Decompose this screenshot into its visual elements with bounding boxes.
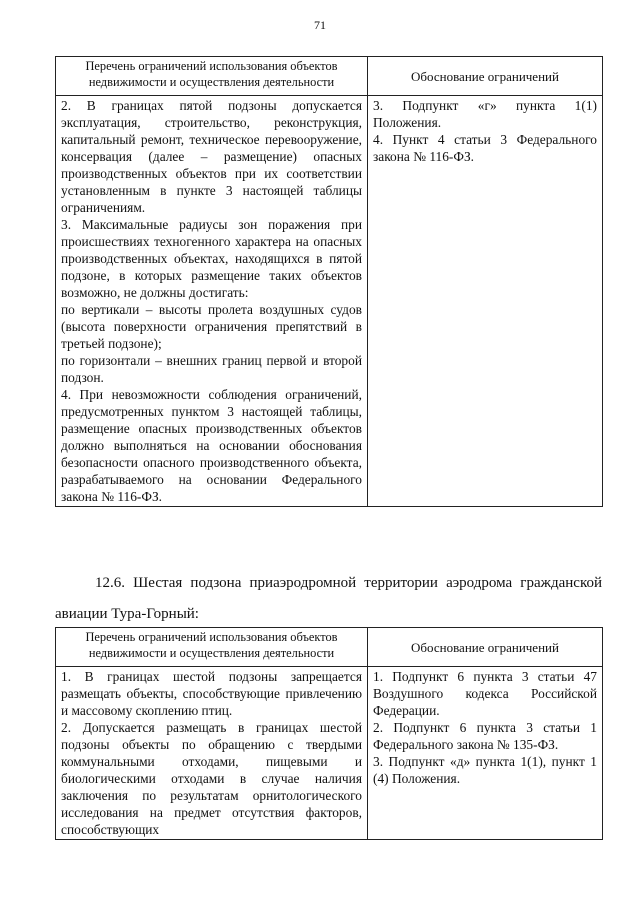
restriction-vertical: по вертикали – высоты пролета воздушных судов (высота поверхности ограничения препятствий в третьей подзоне); xyxy=(61,302,362,351)
section-heading: 12.6. Шестая подзона приаэродромной территории аэродрома гражданской авиации Тура-Горный: xyxy=(55,575,602,622)
restriction-item-2: 2. В границах пятой подзоны допускается эксплуатация, строительство, реконструкция, капитальный ремонт, техническое перевооружение, консервация (далее – размещение) опасных производственных объектов при их соответствии установленным в пункте 3 настоящей таблицы ограничениям. xyxy=(61,98,362,215)
table-header-row xyxy=(56,628,603,667)
header-restrictions-list: Перечень ограничений использования объектов недвижимости и осуществления деятельности xyxy=(56,628,368,667)
restriction-horizontal: по горизонтали – внешних границ первой и второй подзон. xyxy=(61,353,362,385)
restrictions-cell xyxy=(56,96,368,507)
justification-item-3: 3. Подпункт «д» пункта 1(1), пункт 1 (4) Положения. xyxy=(373,754,597,786)
restrictions-cell xyxy=(56,667,368,840)
restriction-item-3: 3. Максимальные радиусы зон поражения при происшествиях техногенного характера на опасных производственных объектах, находящихся в пятой подзоне, в которых размещение таких объектов возможно, не должны достигать: xyxy=(61,217,362,300)
justification-item-3: 3. Подпункт «г» пункта 1(1) Положения. xyxy=(373,98,597,130)
justification-cell xyxy=(368,96,603,507)
table-header-row xyxy=(56,57,603,96)
header-justification: Обоснование ограничений xyxy=(368,57,603,96)
restriction-item-1: 1. В границах шестой подзоны запрещается размещать объекты, способствующие привлечению и массовому скоплению птиц. xyxy=(61,669,362,718)
restrictions-table-subzone-5 xyxy=(55,56,603,507)
table-row xyxy=(56,667,603,840)
table-row xyxy=(56,96,603,507)
justification-cell xyxy=(368,667,603,840)
justification-item-1: 1. Подпункт 6 пункта 3 статьи 47 Воздушного кодекса Российской Федерации. xyxy=(373,669,597,718)
page-number: 71 xyxy=(314,18,326,32)
restriction-item-2: 2. Допускается размещать в границах шестой подзоны объекты по обращению с твердыми коммунальными отходами, пищевыми и биологическими отходами в случае наличия заключения по результатам орнитологического исследования на предмет отсутствия факторов, способствующих xyxy=(61,720,362,837)
header-justification: Обоснование ограничений xyxy=(368,628,603,667)
restrictions-table-subzone-6 xyxy=(55,627,603,840)
justification-item-2: 2. Подпункт 6 пункта 3 статьи 1 Федерального закона № 135-ФЗ. xyxy=(373,720,597,752)
header-restrictions-list: Перечень ограничений использования объектов недвижимости и осуществления деятельности xyxy=(56,57,368,96)
restriction-item-4: 4. При невозможности соблюдения ограничений, предусмотренных пунктом 3 настоящей таблицы, размещение опасных производственных объектов должно выполняться на основании обоснования безопасности опасного производственного объекта, разрабатываемого на основании Федерального закона № 116-ФЗ. xyxy=(61,387,362,504)
justification-item-4: 4. Пункт 4 статьи 3 Федерального закона № 116-ФЗ. xyxy=(373,132,597,164)
